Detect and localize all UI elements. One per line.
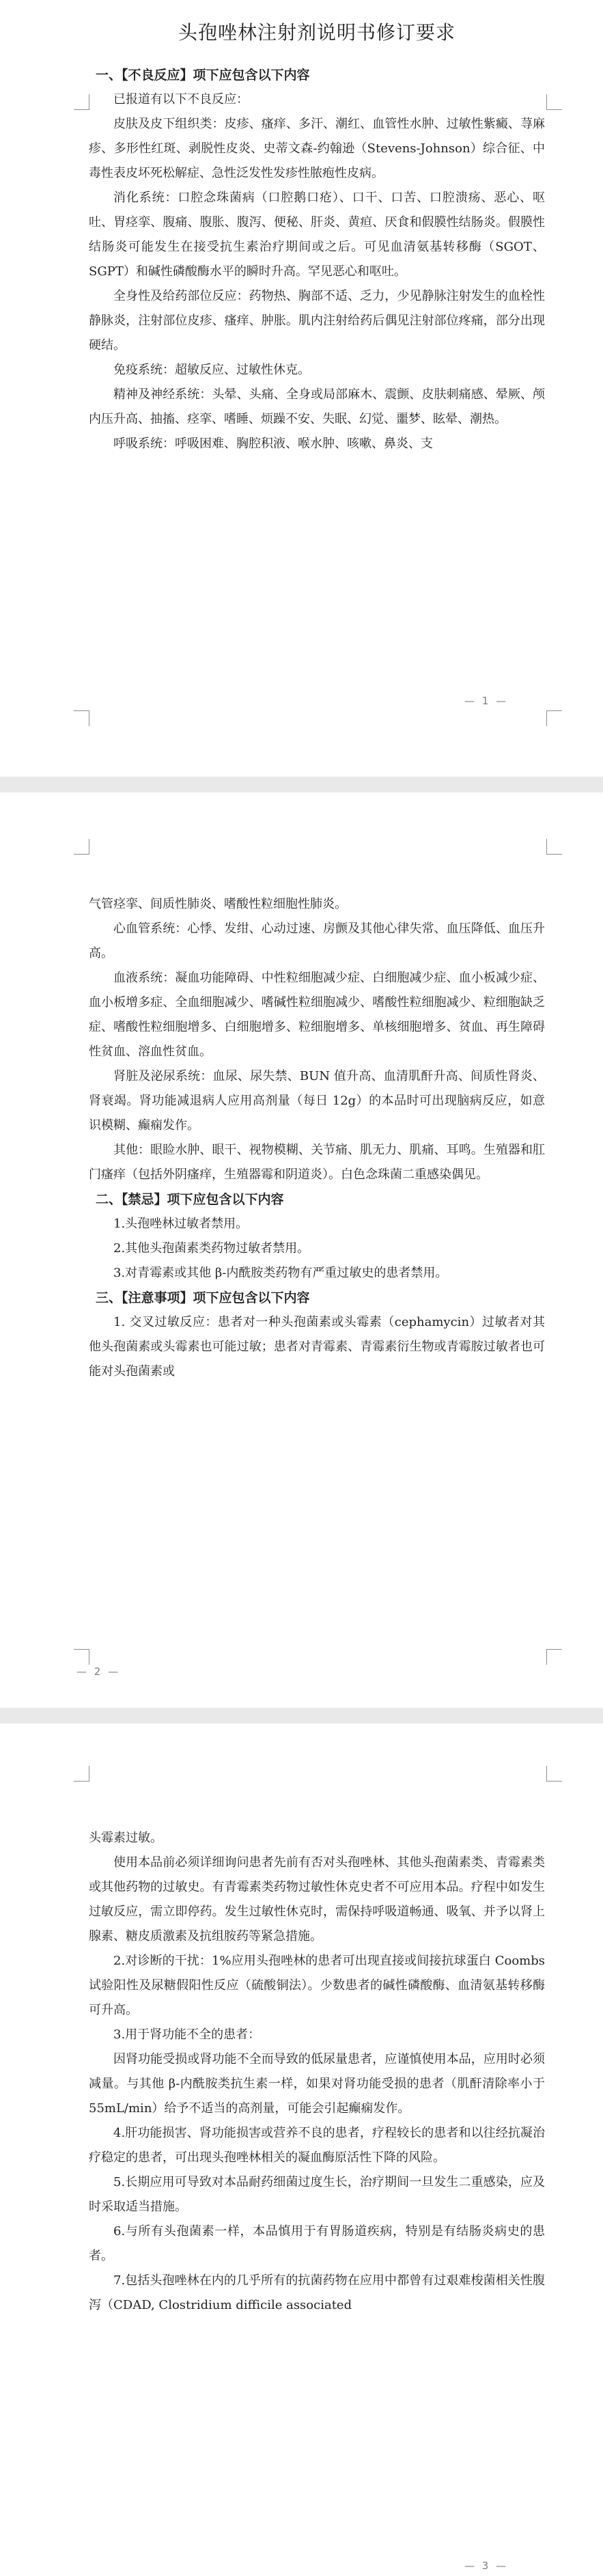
list-item: 3.对青霉素或其他 β-内酰胺类药物有严重过敏史的患者禁用。 (113, 1266, 448, 1280)
document-page-2 (0, 792, 603, 1708)
list-item: 2.对诊断的干扰：1%应用头孢唑林的患者可出现直接或间接抗球蛋白 Coombs 试验阳性及尿糖假阳性反应（硫酸铜法）。少数患者的碱性磷酸酶、血清氨基转移酶可升高。 (89, 1954, 545, 2017)
document-title: 头孢唑林注射剂说明书修订要求 (178, 21, 455, 44)
margin-crop-mark (546, 710, 562, 726)
margin-crop-mark (546, 1649, 562, 1665)
paragraph: 血液系统：凝血功能障碍、中性粒细胞减少症、白细胞减少症、血小板减少症、血小板增多症、全血细胞减少、嗜碱性粒细胞减少、嗜酸性粒细胞减少、粒细胞缺乏症、嗜酸性粒细胞增多、白细胞增多、粒细胞增多、单核细胞增多、贫血、再生障碍性贫血、溶血性贫血。 (89, 971, 545, 1059)
list-item: 2.其他头孢菌素类药物过敏者禁用。 (113, 1241, 310, 1256)
list-item: 1. 交叉过敏反应：患者对一种头孢菌素或头霉素（cephamycin）过敏者对其他头孢菌素或头霉素也可能过敏；患者对青霉素、青霉素衍生物或青霉胺过敏者也可能对头孢菌素或 (89, 1315, 545, 1379)
margin-crop-mark (546, 1766, 562, 1782)
page-number: — 3 — (464, 2560, 509, 2572)
paragraph: 消化系统：口腔念珠菌病（口腔鹅口疮）、口干、口苦、口腔溃疡、恶心、呕吐、胃痉挛、腹痛、腹胀、腹泻、便秘、肝炎、黄疸、厌食和假膜性结肠炎。假膜性结肠炎可能发生在接受抗生素治疗期间或之后。可见血清氨基转移酶（SGOT、SGPT）和碱性磷酸酶水平的瞬时升高。罕见恶心和呕吐。 (89, 191, 545, 279)
paragraph: 呼吸系统：呼吸困难、胸腔积液、喉水肿、咳嗽、鼻炎、支 (113, 437, 433, 451)
paragraph: 因肾功能受损或肾功能不全而导致的低尿量患者，应谨慎使用本品，应用时必须减量。与其他 β-内酰胺类抗生素一样，如果对肾功能受损的患者（肌酐清除率小于 55mL/min）给予不适当的高剂量，可能会引起癫痫发作。 (89, 2052, 545, 2116)
section-heading-precautions: 三、【注意事项】项下应包含以下内容 (96, 1290, 310, 1305)
list-item: 7.包括头孢唑林在内的几乎所有的抗菌药物在应用中都曾有过艰难梭菌相关性腹泻（CDAD, Clostridium difficile associated (89, 2273, 545, 2312)
paragraph: 精神及神经系统：头晕、头痛、全身或局部麻木、震颤、皮肤刺痛感、晕厥、颅内压升高、抽搐、痉挛、嗜睡、烦躁不安、失眠、幻觉、噩梦、眩晕、潮热。 (89, 387, 545, 426)
paragraph: 头霉素过敏。 (89, 1831, 163, 1845)
paragraph: 使用本品前必须详细询问患者先前有否对头孢唑林、其他头孢菌素类、青霉素类或其他药物的过敏史。有青霉素类药物过敏性休克史者不可应用本品。疗程中如发生过敏反应，需立即停药。发生过敏性休克时，需保持呼吸道畅通、吸氧、并予以肾上腺素、糖皮质激素及抗组胺药等紧急措施。 (89, 1855, 545, 1943)
list-item: 3.用于肾功能不全的患者： (113, 2027, 261, 2042)
paragraph: 已报道有以下不良反应： (113, 92, 249, 107)
document-page-3 (0, 1723, 603, 2576)
paragraph: 全身性及给药部位反应：药物热、胸部不适、乏力，少见静脉注射发生的血栓性静脉炎，注射部位皮疹、瘙痒、肿胀。肌内注射给药后偶见注射部位疼痛，部分出现硬结。 (89, 289, 545, 352)
paragraph: 心血管系统：心悸、发绀、心动过速、房颤及其他心律失常、血压降低、血压升高。 (89, 922, 545, 960)
paragraph: 其他：眼睑水肿、眼干、视物模糊、关节痛、肌无力、肌痛、耳鸣。生殖器和肛门瘙痒（包括外阴瘙痒，生殖器霉和阴道炎）。白色念珠菌二重感染偶见。 (89, 1143, 545, 1182)
page-number: — 2 — (76, 1665, 121, 1678)
margin-crop-mark (546, 94, 562, 110)
paragraph: 气管痉挛、间质性肺炎、嗜酸性粒细胞性肺炎。 (89, 897, 347, 911)
margin-crop-mark (74, 710, 89, 726)
page-number: — 1 — (464, 695, 509, 707)
list-item: 6.与所有头孢菌素一样，本品慎用于有胃肠道疾病，特别是有结肠炎病史的患者。 (89, 2224, 545, 2263)
document-page-1 (0, 0, 603, 777)
margin-crop-mark (74, 1649, 89, 1665)
paragraph: 皮肤及皮下组织类：皮疹、瘙痒、多汗、潮红、血管性水肿、过敏性紫癜、荨麻疹、多形性红斑、剥脱性皮炎、史蒂文森-约翰逊（Stevens-Johnson）综合征、中毒性表皮坏死松解症、急性泛发性发疹性脓疱性皮病。 (89, 117, 545, 180)
list-item: 1.头孢唑林过敏者禁用。 (113, 1217, 249, 1231)
paragraph: 免疫系统：超敏反应、过敏性休克。 (113, 363, 310, 377)
margin-crop-mark (74, 1766, 89, 1782)
margin-crop-mark (74, 839, 89, 855)
list-item: 4.肝功能损害、肾功能损害或营养不良的患者，疗程较长的患者和以往经抗凝治疗稳定的患者，可出现头孢唑林相关的凝血酶原活性下降的风险。 (89, 2126, 545, 2165)
paragraph: 肾脏及泌尿系统：血尿、尿失禁、BUN 值升高、血清肌酐升高、间质性肾炎、肾衰竭。肾功能减退病人应用高剂量（每日 12g）的本品时可出现脑病反应，如意识模糊、癫痫发作。 (89, 1069, 545, 1133)
margin-crop-mark (74, 94, 89, 110)
section-heading-contraindications: 二、【禁忌】项下应包含以下内容 (96, 1192, 284, 1207)
list-item: 5.长期应用可导致对本品耐药细菌过度生长，治疗期间一旦发生二重感染，应及时采取适当措施。 (89, 2175, 545, 2214)
section-heading-adverse-reactions: 一、【不良反应】项下应包含以下内容 (96, 68, 310, 83)
margin-crop-mark (546, 839, 562, 855)
